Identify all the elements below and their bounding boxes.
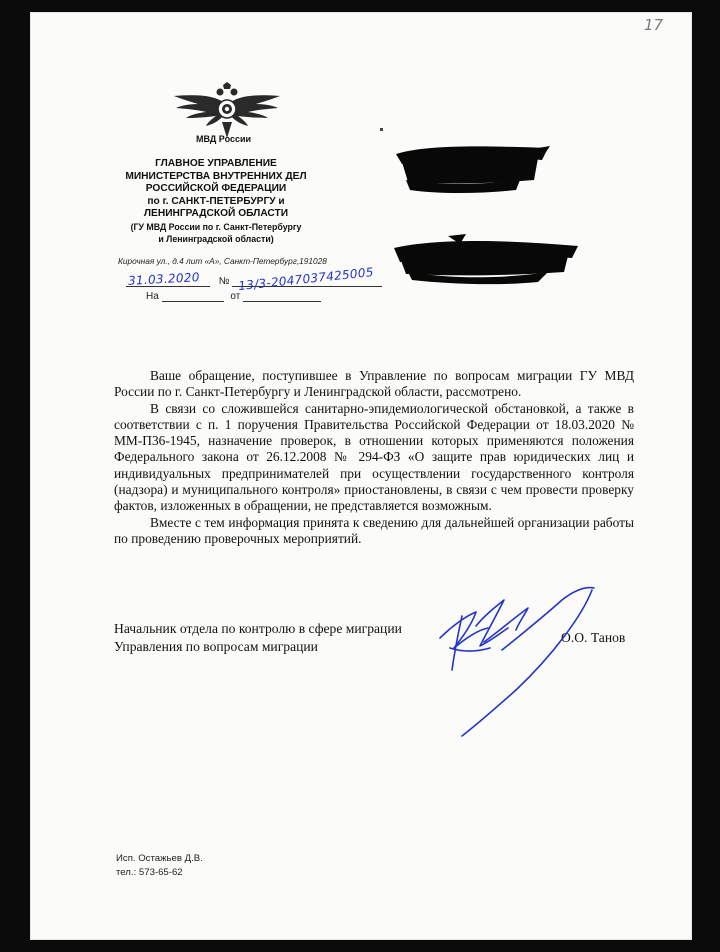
ref-from-label: от bbox=[230, 291, 241, 302]
scan-speck bbox=[380, 128, 383, 131]
double-headed-eagle-emblem-icon bbox=[168, 82, 286, 138]
org-short-name: МВД России bbox=[196, 134, 252, 144]
signatory-name: О.О. Танов bbox=[561, 630, 626, 645]
executor-phone: тел.: 573-65-62 bbox=[116, 867, 183, 878]
body-paragraph: Вместе с тем информация принята к сведению для дальнейшей организации работы по проведению проверочных мероприятий. bbox=[114, 514, 634, 546]
position-line: Управления по вопросам миграции bbox=[114, 639, 318, 654]
redaction-mark bbox=[388, 140, 558, 198]
org-line: РОССИЙСКОЙ ФЕДЕРАЦИИ bbox=[145, 183, 287, 195]
executor-name: Исп. Остажьев Д.В. bbox=[116, 853, 203, 864]
org-sub-line: (ГУ МВД России по г. Санкт-Петербургу bbox=[130, 221, 302, 232]
registration-number: 13/3-2047037425005 bbox=[237, 264, 375, 294]
org-line: по г. САНКТ-ПЕТЕРБУРГУ и bbox=[147, 195, 285, 207]
organization-header bbox=[108, 158, 324, 245]
org-line: ЛЕНИНГРАДСКОЙ ОБЛАСТИ bbox=[143, 208, 289, 220]
page-number: 17 bbox=[644, 16, 664, 34]
handwritten-signature bbox=[432, 586, 602, 738]
ref-on-label: На bbox=[146, 291, 159, 302]
position-line: Начальник отдела по контролю в сфере миграции bbox=[114, 621, 402, 636]
body-paragraph: Ваше обращение, поступившее в Управление по вопросам миграции ГУ МВД России по г. Санкт-Петербургу и Ленинградской области, рассмотрено. bbox=[114, 368, 634, 400]
registration-date: 31.03.2020 bbox=[127, 270, 201, 288]
executor-info bbox=[116, 852, 203, 880]
redaction-mark bbox=[388, 232, 584, 286]
body-paragraph: В связи со сложившейся санитарно-эпидемиологической обстановкой, а также в соответствии с п. 1 поручения Правительства Российской Федерации от 18.03.2020 № ММ-П36-1945, назначение проверок, в отношении которых применяются положения Федерального закона от 26.12.2008 № 294-ФЗ «О защите прав юридических лиц и индивидуальных предпринимателей при осуществлении государственного контроля (надзора) и муниципального контроля» приостановлены, в связи с чем провести проверку фактов, изложенных в обращении, не представляется возможным. bbox=[114, 400, 634, 514]
reference-line bbox=[146, 291, 321, 302]
org-sub-line: и Ленинградской области) bbox=[158, 233, 274, 244]
org-line: ГЛАВНОЕ УПРАВЛЕНИЕ bbox=[155, 158, 277, 169]
org-address: Кирочная ул., д.4 лит «А», Санкт-Петербург,191028 bbox=[118, 256, 327, 266]
signatory-position bbox=[114, 620, 402, 656]
org-line: МИНИСТЕРСТВА ВНУТРЕННИХ ДЕЛ bbox=[125, 170, 307, 182]
reg-number-label: № bbox=[218, 276, 230, 287]
letter-body bbox=[114, 368, 634, 547]
